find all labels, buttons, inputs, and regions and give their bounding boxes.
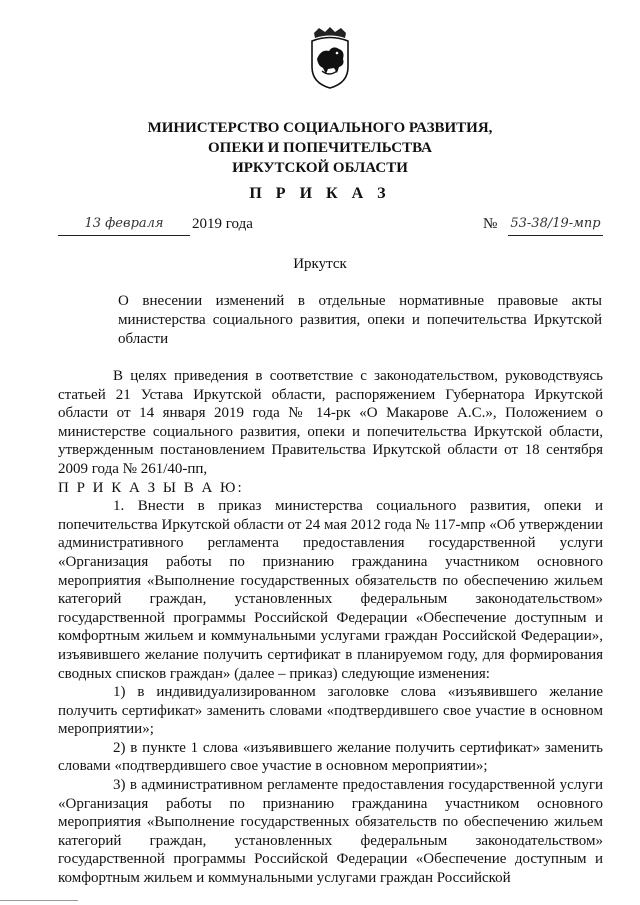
document-body	[58, 367, 603, 888]
subject-heading: О внесении изменений в отдельные нормативные правовые акты министерства социального развития, опеки и попечительства Иркутской области	[118, 293, 602, 347]
handwritten-number: 53-38/19-мпр	[508, 215, 603, 236]
preamble-paragraph: В целях приведения в соответствие с законодательством, руководствуясь статьей 21 Устава Иркутской области, распоряжением Губернатора Иркутской области от 14 января 2019 года № 14-рк «О Макарове А.С.», Положением о министерстве социального развития, опеки и попечительства Иркутской области, утвержденным постановлением Правительства Иркутской области от 18 сентября 2009 года № 261/40-пп,	[58, 368, 603, 477]
date-number-row	[58, 215, 603, 241]
number-sign: №	[483, 216, 498, 232]
subitem-2-paragraph: 2) в пункте 1 слова «изъявившего желание получить сертификат» заменить словами «подтвердившего свое участие в основном мероприятии»;	[58, 739, 603, 775]
footer-divider	[0, 900, 78, 901]
handwritten-date: 13 февраля	[58, 215, 190, 236]
subitem-3-paragraph: 3) в административном регламенте предоставления государственной услуги «Организация работы по признанию гражданина участником основного мероприятия «Выполнение государственных обязательств по обеспечению жильем категорий граждан, установленных федеральным законодательством» государственной программы Российской Федерации «Обеспечение доступным и комфортным жильем и коммунальными услугами граждан Российской	[58, 777, 603, 887]
organization-header	[0, 118, 640, 178]
date-year: 2019 года	[192, 216, 253, 232]
order-word: П Р И К А З Ы В А Ю:	[58, 479, 244, 496]
coat-of-arms-icon	[309, 27, 351, 89]
subitem-1-paragraph: 1) в индивидуализированном заголовке слова «изъявившего желание получить сертификат» заменить словами «подтвердившего свое участие в основном мероприятии»;	[58, 684, 603, 738]
city: Иркутск	[293, 256, 347, 272]
document-title: П Р И К А З	[249, 185, 391, 202]
org-line-2: ОПЕКИ И ПОПЕЧИТЕЛЬСТВА	[208, 140, 432, 156]
org-line-1: МИНИСТЕРСТВО СОЦИАЛЬНОГО РАЗВИТИЯ,	[147, 120, 493, 136]
org-line-3: ИРКУТСКОЙ ОБЛАСТИ	[232, 160, 408, 176]
item-1-paragraph: 1. Внести в приказ министерства социального развития, опеки и попечительства Иркутской области от 24 мая 2012 года № 117-мпр «Об утверждении административного регламента предоставления государственной услуги «Организация работы по признанию гражданина участником основного мероприятия «Выполнение государственных обязательств по обеспечению жильем категорий граждан, установленных федеральным законодательством» государственной программы Российской Федерации «Обеспечение доступным и комфортным жильем и коммунальными услугами граждан Российской Федерации», изъявившего желание получить сертификат в планируемом году, для формирования сводных списков граждан» (далее – приказ) следующие изменения:	[58, 498, 603, 682]
